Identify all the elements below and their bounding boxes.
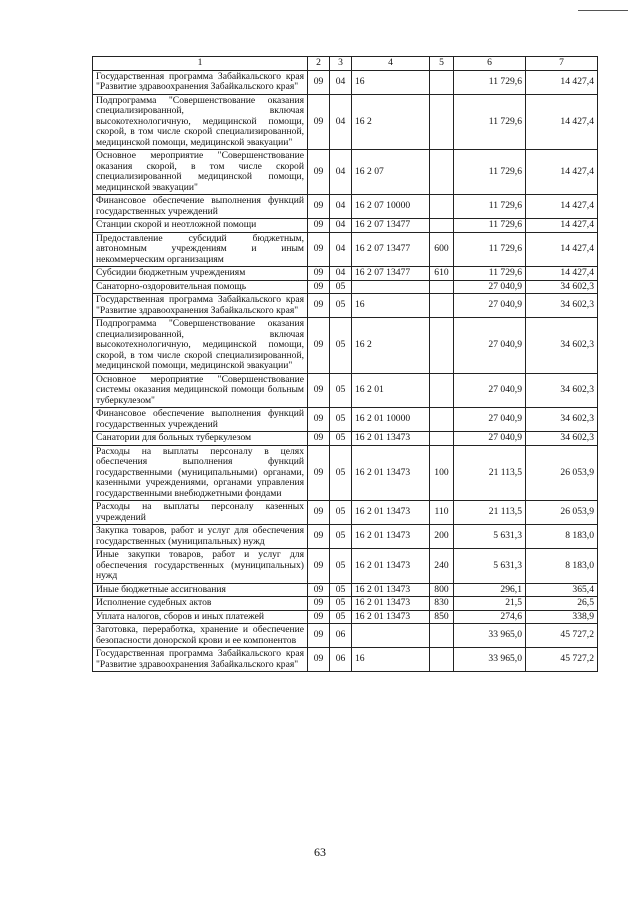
- row-amount-2: 26,5: [526, 597, 598, 611]
- row-target-article: 16 2 01 10000: [352, 408, 430, 432]
- row-name: Уплата налогов, сборов и иных платежей: [93, 610, 308, 624]
- row-expense-type: 200: [430, 525, 454, 549]
- table-row: [93, 432, 598, 446]
- row-name: Иные бюджетные ассигнования: [93, 583, 308, 597]
- col-header-subsection: 3: [330, 57, 352, 71]
- row-name: Субсидии бюджетным учреждениям: [93, 267, 308, 281]
- table-row: [93, 232, 598, 267]
- table-row: [93, 280, 598, 294]
- row-subsection: 05: [330, 583, 352, 597]
- row-amount-2: 338,9: [526, 610, 598, 624]
- row-amount-1: 5 631,3: [454, 549, 526, 584]
- row-target-article: 16 2 01 13473: [352, 549, 430, 584]
- row-amount-1: 21 113,5: [454, 501, 526, 525]
- col-header-amount-1: 6: [454, 57, 526, 71]
- table-row: [93, 94, 598, 150]
- row-subsection: 05: [330, 432, 352, 446]
- row-subsection: 05: [330, 549, 352, 584]
- row-amount-2: 26 053,9: [526, 501, 598, 525]
- row-section: 09: [308, 280, 330, 294]
- row-target-article: 16: [352, 294, 430, 318]
- col-header-name: 1: [93, 57, 308, 71]
- row-section: 09: [308, 94, 330, 150]
- row-amount-1: 21 113,5: [454, 445, 526, 501]
- row-amount-2: 365,4: [526, 583, 598, 597]
- row-name: Государственная программа Забайкальского края "Развитие здравоохранения Забайкальского края": [93, 294, 308, 318]
- row-amount-2: 34 602,3: [526, 373, 598, 408]
- row-section: 09: [308, 624, 330, 648]
- row-amount-1: 33 965,0: [454, 624, 526, 648]
- row-target-article: 16 2 07 10000: [352, 195, 430, 219]
- row-section: 09: [308, 219, 330, 233]
- row-amount-2: 14 427,4: [526, 232, 598, 267]
- row-expense-type: [430, 195, 454, 219]
- row-target-article: 16 2 07 13477: [352, 232, 430, 267]
- row-name: Санатории для больных туберкулезом: [93, 432, 308, 446]
- row-section: 09: [308, 525, 330, 549]
- row-amount-2: 26 053,9: [526, 445, 598, 501]
- row-section: 09: [308, 195, 330, 219]
- row-amount-1: 5 631,3: [454, 525, 526, 549]
- row-amount-1: 11 729,6: [454, 94, 526, 150]
- row-expense-type: 850: [430, 610, 454, 624]
- row-subsection: 05: [330, 445, 352, 501]
- row-name: Исполнение судебных актов: [93, 597, 308, 611]
- row-amount-2: 45 727,2: [526, 624, 598, 648]
- row-name: Заготовка, переработка, хранение и обеспечение безопасности донорской крови и ее компонентов: [93, 624, 308, 648]
- row-name: Расходы на выплаты персоналу казенных учреждений: [93, 501, 308, 525]
- table-row: [93, 501, 598, 525]
- row-amount-1: 296,1: [454, 583, 526, 597]
- row-amount-2: 34 602,3: [526, 432, 598, 446]
- row-subsection: 05: [330, 501, 352, 525]
- table-row: [93, 583, 598, 597]
- row-amount-2: 8 183,0: [526, 549, 598, 584]
- row-section: 09: [308, 232, 330, 267]
- row-name: Основное мероприятие "Совершенствование оказания скорой, в том числе скорой специализированной медицинской помощи, медицинской эвакуации": [93, 150, 308, 195]
- row-subsection: 05: [330, 373, 352, 408]
- row-amount-1: 27 040,9: [454, 373, 526, 408]
- row-amount-2: 14 427,4: [526, 195, 598, 219]
- row-amount-2: 14 427,4: [526, 267, 598, 281]
- row-target-article: 16: [352, 70, 430, 94]
- row-expense-type: [430, 70, 454, 94]
- row-target-article: 16 2: [352, 318, 430, 374]
- row-expense-type: 830: [430, 597, 454, 611]
- row-subsection: 04: [330, 232, 352, 267]
- row-subsection: 05: [330, 294, 352, 318]
- row-name: Предоставление субсидий бюджетным, автономным учреждениям и иным некоммерческим организациям: [93, 232, 308, 267]
- row-section: 09: [308, 150, 330, 195]
- row-expense-type: [430, 408, 454, 432]
- row-amount-1: 21,5: [454, 597, 526, 611]
- table-row: [93, 267, 598, 281]
- row-target-article: 16 2 07 13477: [352, 219, 430, 233]
- table-row: [93, 624, 598, 648]
- row-name: Государственная программа Забайкальского края "Развитие здравоохранения Забайкальского края": [93, 70, 308, 94]
- col-header-amount-2: 7: [526, 57, 598, 71]
- row-expense-type: [430, 624, 454, 648]
- row-name: Финансовое обеспечение выполнения функций государственных учреждений: [93, 195, 308, 219]
- row-target-article: 16 2 01 13473: [352, 432, 430, 446]
- row-target-article: 16: [352, 648, 430, 672]
- table-row: [93, 648, 598, 672]
- table-row: [93, 610, 598, 624]
- row-subsection: 04: [330, 150, 352, 195]
- row-expense-type: [430, 432, 454, 446]
- row-amount-1: 11 729,6: [454, 195, 526, 219]
- row-amount-2: 34 602,3: [526, 408, 598, 432]
- top-rule: [578, 10, 628, 11]
- row-expense-type: 600: [430, 232, 454, 267]
- row-amount-1: 11 729,6: [454, 219, 526, 233]
- table-row: [93, 597, 598, 611]
- row-name: Иные закупки товаров, работ и услуг для обеспечения государственных (муниципальных) нужд: [93, 549, 308, 584]
- row-section: 09: [308, 267, 330, 281]
- header-row: [93, 57, 598, 71]
- col-header-target-article: 4: [352, 57, 430, 71]
- table-row: [93, 294, 598, 318]
- row-subsection: 05: [330, 280, 352, 294]
- col-header-expense-type: 5: [430, 57, 454, 71]
- row-expense-type: [430, 219, 454, 233]
- row-amount-1: 11 729,6: [454, 70, 526, 94]
- row-target-article: 16 2 07: [352, 150, 430, 195]
- row-expense-type: [430, 150, 454, 195]
- row-amount-1: 27 040,9: [454, 280, 526, 294]
- table-row: [93, 373, 598, 408]
- row-expense-type: 800: [430, 583, 454, 597]
- row-expense-type: 110: [430, 501, 454, 525]
- row-section: 09: [308, 610, 330, 624]
- row-expense-type: [430, 648, 454, 672]
- row-section: 09: [308, 373, 330, 408]
- row-expense-type: [430, 280, 454, 294]
- row-expense-type: [430, 318, 454, 374]
- table-row: [93, 219, 598, 233]
- row-name: Подпрограмма "Совершенствование оказания специализированной, включая высокотехнологичную, медицинской помощи, скорой, в том числе скорой специализированной, медицинской помощи, медицинской эвакуации": [93, 94, 308, 150]
- row-name: Финансовое обеспечение выполнения функций государственных учреждений: [93, 408, 308, 432]
- table-row: [93, 549, 598, 584]
- row-amount-1: 27 040,9: [454, 432, 526, 446]
- row-amount-1: 11 729,6: [454, 232, 526, 267]
- row-amount-2: 14 427,4: [526, 150, 598, 195]
- row-name: Государственная программа Забайкальского края "Развитие здравоохранения Забайкальского края": [93, 648, 308, 672]
- row-target-article: 16 2 01 13473: [352, 597, 430, 611]
- row-section: 09: [308, 549, 330, 584]
- row-subsection: 06: [330, 648, 352, 672]
- row-amount-2: 14 427,4: [526, 219, 598, 233]
- row-target-article: [352, 280, 430, 294]
- row-amount-2: 34 602,3: [526, 318, 598, 374]
- row-amount-2: 14 427,4: [526, 70, 598, 94]
- table-row: [93, 318, 598, 374]
- row-amount-1: 27 040,9: [454, 408, 526, 432]
- row-subsection: 05: [330, 597, 352, 611]
- row-target-article: 16 2 01 13473: [352, 525, 430, 549]
- row-target-article: 16 2 01: [352, 373, 430, 408]
- row-subsection: 04: [330, 195, 352, 219]
- row-target-article: 16 2 01 13473: [352, 501, 430, 525]
- row-amount-1: 27 040,9: [454, 294, 526, 318]
- row-name: Закупка товаров, работ и услуг для обеспечения государственных (муниципальных) нужд: [93, 525, 308, 549]
- row-amount-1: 11 729,6: [454, 267, 526, 281]
- row-expense-type: [430, 94, 454, 150]
- row-subsection: 05: [330, 408, 352, 432]
- row-target-article: [352, 624, 430, 648]
- row-name: Расходы на выплаты персоналу в целях обеспечения выполнения функций государственными (муниципальными) органами, казенными учреждениями, органами управления государственными внебюджетными фондами: [93, 445, 308, 501]
- row-expense-type: 240: [430, 549, 454, 584]
- table-row: [93, 195, 598, 219]
- row-amount-1: 274,6: [454, 610, 526, 624]
- row-subsection: 06: [330, 624, 352, 648]
- row-amount-2: 34 602,3: [526, 280, 598, 294]
- row-amount-2: 8 183,0: [526, 525, 598, 549]
- row-subsection: 04: [330, 219, 352, 233]
- row-amount-1: 11 729,6: [454, 150, 526, 195]
- row-subsection: 04: [330, 267, 352, 281]
- row-expense-type: 100: [430, 445, 454, 501]
- row-expense-type: 610: [430, 267, 454, 281]
- row-subsection: 04: [330, 70, 352, 94]
- row-section: 09: [308, 70, 330, 94]
- row-name: Санаторно-оздоровительная помощь: [93, 280, 308, 294]
- row-subsection: 04: [330, 94, 352, 150]
- row-amount-2: 34 602,3: [526, 294, 598, 318]
- row-expense-type: [430, 373, 454, 408]
- page-number: 63: [314, 845, 326, 859]
- row-section: 09: [308, 294, 330, 318]
- row-target-article: 16 2 01 13473: [352, 583, 430, 597]
- budget-table: [92, 56, 598, 672]
- row-section: 09: [308, 445, 330, 501]
- row-name: Станции скорой и неотложной помощи: [93, 219, 308, 233]
- row-amount-1: 27 040,9: [454, 318, 526, 374]
- table-row: [93, 70, 598, 94]
- row-section: 09: [308, 648, 330, 672]
- row-section: 09: [308, 408, 330, 432]
- row-amount-1: 33 965,0: [454, 648, 526, 672]
- row-section: 09: [308, 597, 330, 611]
- row-section: 09: [308, 432, 330, 446]
- table-row: [93, 445, 598, 501]
- row-section: 09: [308, 318, 330, 374]
- row-amount-2: 14 427,4: [526, 94, 598, 150]
- row-amount-2: 45 727,2: [526, 648, 598, 672]
- row-target-article: 16 2: [352, 94, 430, 150]
- row-subsection: 05: [330, 525, 352, 549]
- row-name: Подпрограмма "Совершенствование оказания специализированной, включая высокотехнологичную, медицинской помощи, скорой, в том числе скорой специализированной, медицинской помощи, медицинской эвакуации": [93, 318, 308, 374]
- row-target-article: 16 2 01 13473: [352, 610, 430, 624]
- row-target-article: 16 2 07 13477: [352, 267, 430, 281]
- row-name: Основное мероприятие "Совершенствование системы оказания медицинской помощи больным туберкулезом": [93, 373, 308, 408]
- row-section: 09: [308, 583, 330, 597]
- row-subsection: 05: [330, 610, 352, 624]
- row-expense-type: [430, 294, 454, 318]
- col-header-section: 2: [308, 57, 330, 71]
- row-section: 09: [308, 501, 330, 525]
- table-body: [93, 70, 598, 672]
- table-row: [93, 408, 598, 432]
- table-row: [93, 525, 598, 549]
- row-subsection: 05: [330, 318, 352, 374]
- row-target-article: 16 2 01 13473: [352, 445, 430, 501]
- table-row: [93, 150, 598, 195]
